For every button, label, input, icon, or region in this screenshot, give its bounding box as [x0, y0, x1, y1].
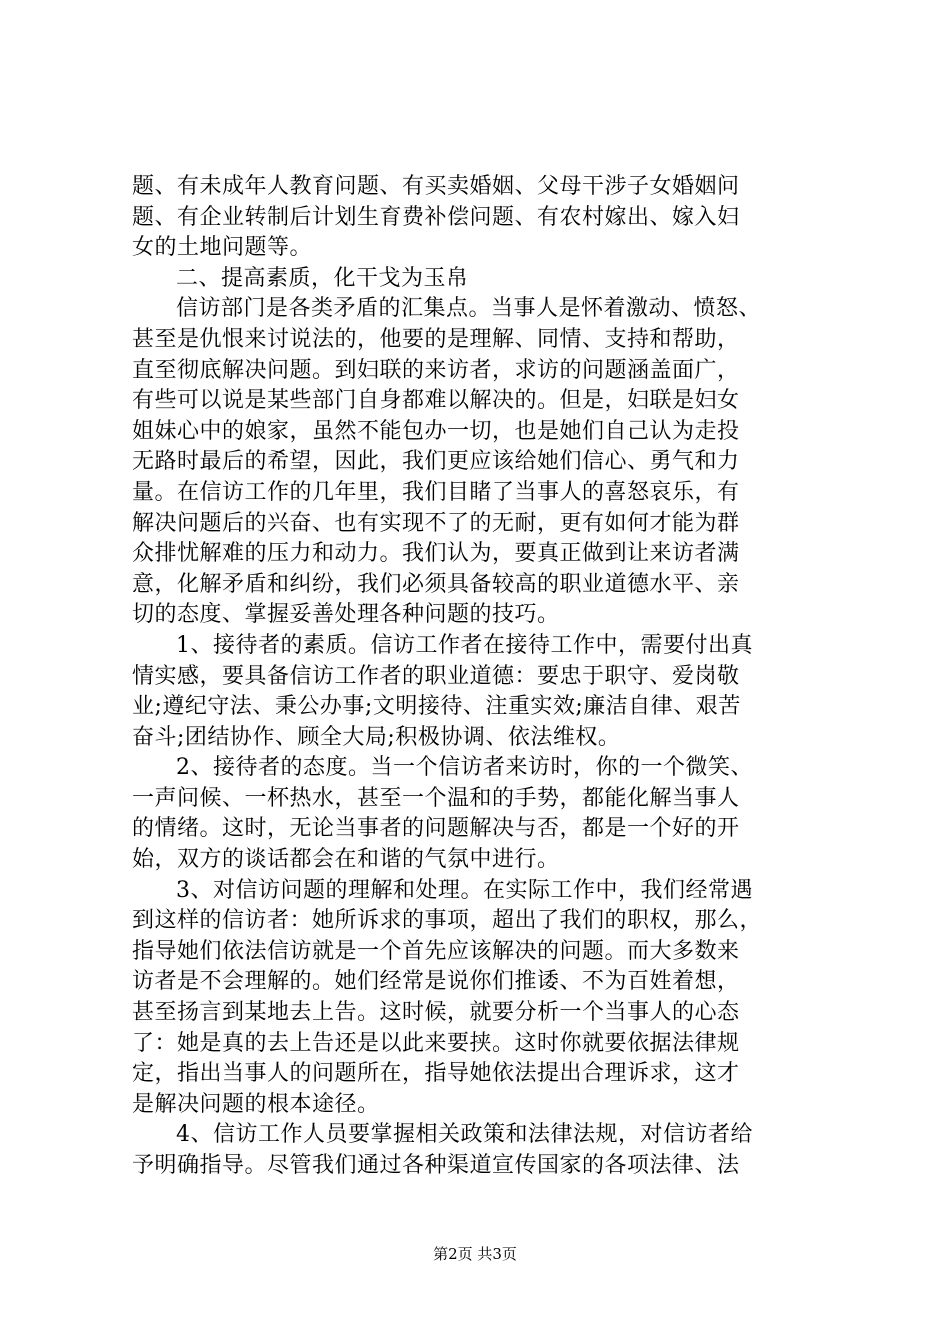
text-line: 到这样的信访者：她所诉求的事项，超出了我们的职权，那么，	[132, 908, 763, 934]
text-line: 解决问题后的兴奋、也有实现不了的无耐，更有如何才能为群	[132, 510, 740, 536]
text-line: 了：她是真的去上告还是以此来要挟。这时你就要依据法律规	[132, 1030, 740, 1056]
text-line: 3、对信访问题的理解和处理。在实际工作中，我们经常遇	[176, 877, 753, 903]
text-line: 甚至是仇恨来讨说法的，他要的是理解、同情、支持和帮助，	[132, 326, 740, 352]
text-line: 4、信访工作人员要掌握相关政策和法律法规，对信访者给	[176, 1122, 753, 1148]
text-line: 直至彻底解决问题。到妇联的来访者，求访的问题涵盖面广，	[132, 357, 740, 383]
text-line: 奋斗;团结协作、顾全大局;积极协调、依法维权。	[132, 724, 621, 750]
text-line: 二、提高素质，化干戈为玉帛	[176, 265, 469, 291]
text-line: 姐妹心中的娘家，虽然不能包办一切，也是她们自己认为走投	[132, 418, 740, 444]
text-line: 访者是不会理解的。她们经常是说你们推诿、不为百姓着想，	[132, 969, 740, 995]
text-line: 有些可以说是某些部门自身都难以解决的。但是，妇联是妇女	[132, 388, 740, 414]
text-line: 信访部门是各类矛盾的汇集点。当事人是怀着激动、愤怒、	[176, 296, 762, 322]
text-line: 无路时最后的希望，因此，我们更应该给她们信心、勇气和力	[132, 449, 740, 475]
text-line: 2、接待者的态度。当一个信访者来访时，你的一个微笑、	[176, 755, 753, 781]
text-line: 情实感，要具备信访工作者的职业道德：要忠于职守、爱岗敬	[132, 663, 740, 689]
text-line: 始，双方的谈话都会在和谐的气氛中进行。	[132, 847, 560, 873]
text-line: 定，指出当事人的问题所在，指导她依法提出合理诉求，这才	[132, 1061, 740, 1087]
page-footer	[0, 1244, 950, 1264]
text-line: 甚至扬言到某地去上告。这时候，就要分析一个当事人的心态	[132, 1000, 740, 1026]
text-line: 指导她们依法信访就是一个首先应该解决的问题。而大多数来	[132, 938, 740, 964]
text-line: 题、有未成年人教育问题、有买卖婚姻、父母干涉子女婚姻问	[132, 174, 740, 199]
page-number: 第2页 共3页	[433, 1245, 517, 1263]
text-line: 1、接待者的素质。信访工作者在接待工作中，需要付出真	[176, 632, 753, 658]
text-line: 业;遵纪守法、秉公办事;文明接待、注重实效;廉洁自律、艰苦	[132, 694, 741, 720]
text-line: 女的土地问题等。	[132, 235, 313, 261]
text-line: 众排忧解难的压力和动力。我们认为，要真正做到让来访者满	[132, 541, 740, 567]
text-line: 一声问候、一杯热水，甚至一个温和的手势，都能化解当事人	[132, 785, 740, 811]
text-line: 是解决问题的根本途径。	[132, 1091, 380, 1117]
text-line: 量。在信访工作的几年里，我们目睹了当事人的喜怒哀乐，有	[132, 479, 740, 505]
text-line: 的情绪。这时，无论当事者的问题解决与否，都是一个好的开	[132, 816, 740, 842]
text-line: 题、有企业转制后计划生育费补偿问题、有农村嫁出、嫁入妇	[132, 204, 740, 230]
text-line: 予明确指导。尽管我们通过各种渠道宣传国家的各项法律、法	[132, 1153, 740, 1178]
text-line: 意，化解矛盾和纠纷，我们必须具备较高的职业道德水平、亲	[132, 571, 740, 597]
text-line: 切的态度、掌握妥善处理各种问题的技巧。	[132, 602, 560, 628]
document-body	[132, 172, 828, 1182]
